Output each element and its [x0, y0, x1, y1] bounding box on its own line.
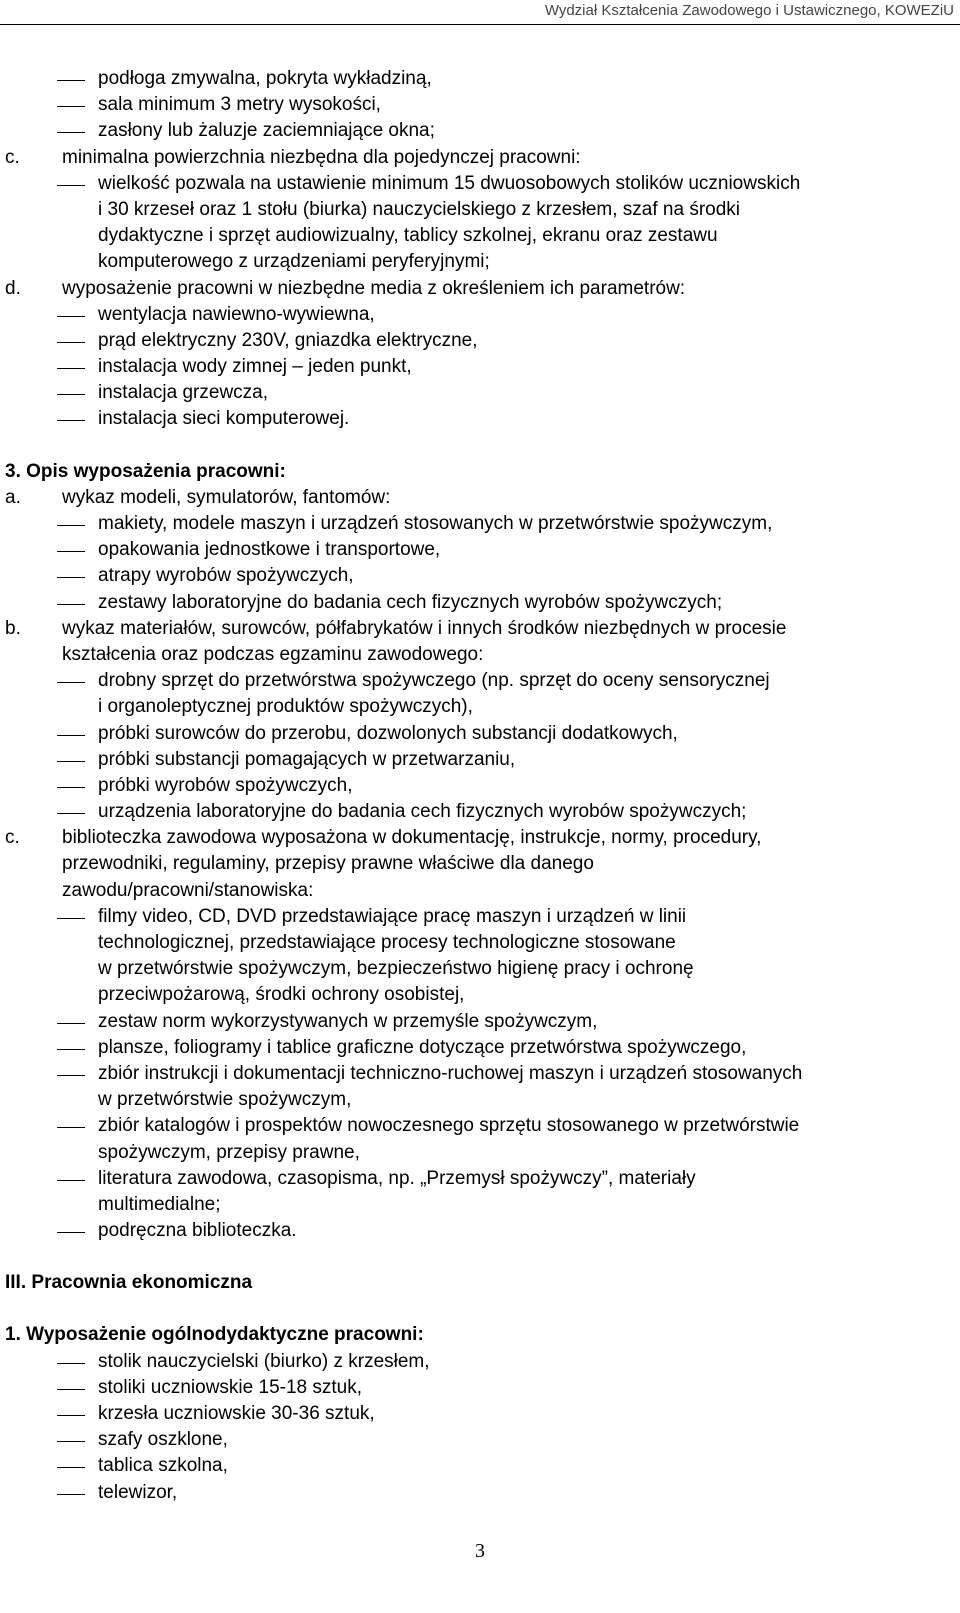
line-text: kształcenia oraz podczas egzaminu zawodowego: — [62, 643, 484, 665]
line-text: literatura zawodowa, czasopisma, np. „Przemysł spożywczy”, materiały — [98, 1167, 696, 1189]
bullet-item — [0, 590, 960, 616]
blank-line — [0, 1296, 960, 1322]
line-text: multimedialne; — [98, 1193, 221, 1215]
blank-line — [0, 1244, 960, 1270]
line-text: próbki surowców do przerobu, dozwolonych substancji dodatkowych, — [98, 722, 678, 744]
lettered-item — [0, 485, 960, 511]
continuation-line — [0, 197, 960, 223]
line-text: instalacja sieci komputerowej. — [98, 408, 350, 430]
line-text: podręczna biblioteczka. — [98, 1220, 297, 1242]
line-text: wykaz materiałów, surowców, półfabrykatów i innych środków niezbędnych w procesie — [62, 617, 787, 639]
bullet-item — [0, 1453, 960, 1479]
bullet-item — [0, 773, 960, 799]
continuation-line — [0, 930, 960, 956]
bullet-item — [0, 563, 960, 589]
lettered-item — [0, 825, 960, 851]
bullet-item — [0, 1035, 960, 1061]
bullet-item — [0, 354, 960, 380]
line-text: biblioteczka zawodowa wyposażona w dokumentację, instrukcje, normy, procedury, — [62, 827, 762, 849]
continuation-line — [0, 851, 960, 877]
lettered-item — [0, 616, 960, 642]
continuation-line — [0, 1140, 960, 1166]
line-text: przeciwpożarową, środki ochrony osobistej, — [98, 984, 465, 1006]
item-marker: a. — [5, 486, 21, 508]
continuation-line — [0, 1192, 960, 1218]
lettered-item — [0, 276, 960, 302]
line-text: szafy oszklone, — [98, 1429, 228, 1451]
line-text: podłoga zmywalna, pokryta wykładziną, — [98, 68, 432, 89]
line-text: próbki wyrobów spożywczych, — [98, 774, 353, 796]
bullet-item — [0, 721, 960, 747]
line-text: zestaw norm wykorzystywanych w przemyśle spożywczym, — [98, 1010, 598, 1032]
line-text: 1. Wyposażenie ogólnodydaktyczne pracowni: — [5, 1324, 424, 1346]
item-marker: c. — [5, 827, 20, 849]
line-text: wentylacja nawiewno-wywiewna, — [98, 303, 375, 325]
continuation-line — [0, 249, 960, 275]
item-marker: d. — [5, 277, 21, 299]
line-text: komputerowego z urządzeniami peryferyjnymi; — [98, 251, 490, 273]
line-text: wykaz modeli, symulatorów, fantomów: — [62, 486, 391, 508]
bullet-item — [0, 406, 960, 432]
bullet-item — [0, 92, 960, 118]
line-text: stolik nauczycielski (biurko) z krzesłem, — [98, 1350, 430, 1372]
item-marker: b. — [5, 617, 21, 639]
bullet-item — [0, 537, 960, 563]
bullet-item — [0, 1166, 960, 1192]
bullet-item — [0, 1009, 960, 1035]
line-text: instalacja grzewcza, — [98, 382, 269, 404]
bullet-item — [0, 380, 960, 406]
line-text: makiety, modele maszyn i urządzeń stosowanych w przetwórstwie spożywczym, — [98, 513, 773, 534]
bullet-item — [0, 904, 960, 930]
line-text: próbki substancji pomagających w przetwarzaniu, — [98, 748, 516, 770]
line-text: instalacja wody zimnej – jeden punkt, — [98, 356, 412, 378]
line-text: filmy video, CD, DVD przedstawiające pracę maszyn i urządzeń w linii — [98, 905, 687, 927]
bullet-item — [0, 1375, 960, 1401]
document-body — [0, 66, 960, 1506]
page-number: 3 — [475, 1540, 485, 1562]
line-text: krzesła uczniowskie 30-36 sztuk, — [98, 1403, 375, 1424]
blank-line — [0, 433, 960, 459]
bullet-item — [0, 799, 960, 825]
section-heading — [0, 459, 960, 485]
line-text: telewizor, — [98, 1481, 178, 1503]
continuation-line — [0, 694, 960, 720]
line-text: atrapy wyrobów spożywczych, — [98, 565, 354, 587]
line-text: tablica szkolna, — [98, 1455, 228, 1477]
line-text: spożywczym, przepisy prawne, — [98, 1141, 360, 1163]
line-text: zawodu/pracowni/stanowiska: — [62, 879, 314, 901]
line-text: i 30 krzeseł oraz 1 stołu (biurka) nauczycielskiego z krzesłem, szaf na środki — [98, 198, 741, 220]
continuation-line — [0, 982, 960, 1008]
bullet-item — [0, 1480, 960, 1506]
bullet-item — [0, 747, 960, 773]
section-heading — [0, 1270, 960, 1296]
bullet-item — [0, 171, 960, 197]
bullet-item — [0, 511, 960, 537]
header-title: Wydział Kształcenia Zawodowego i Ustawicznego, KOWEZiU — [544, 2, 954, 19]
line-text: plansze, foliogramy i tablice graficzne dotyczące przetwórstwa spożywczego, — [98, 1036, 747, 1058]
line-text: dydaktyczne i sprzęt audiowizualny, tablicy szkolnej, ekranu oraz zestawu — [98, 225, 718, 247]
bullet-item — [0, 66, 960, 92]
line-text: 3. Opis wyposażenia pracowni: — [5, 460, 286, 482]
line-text: w przetwórstwie spożywczym, — [98, 1089, 352, 1111]
line-text: urządzenia laboratoryjne do badania cech fizycznych wyrobów spożywczych; — [98, 801, 747, 823]
line-text: wielkość pozwala na ustawienie minimum 15 dwuosobowych stolików uczniowskich — [98, 172, 801, 194]
bullet-item — [0, 1061, 960, 1087]
bullet-item — [0, 668, 960, 694]
line-text: zestawy laboratoryjne do badania cech fizycznych wyrobów spożywczych; — [98, 591, 723, 613]
bullet-item — [0, 118, 960, 144]
continuation-line — [0, 878, 960, 904]
line-text: przewodniki, regulaminy, przepisy prawne właściwe dla danego — [62, 853, 594, 875]
line-text: opakowania jednostkowe i transportowe, — [98, 539, 441, 561]
line-text: stoliki uczniowskie 15-18 sztuk, — [98, 1376, 362, 1398]
bullet-item — [0, 328, 960, 354]
bullet-item — [0, 1218, 960, 1244]
line-text: III. Pracownia ekonomiczna — [5, 1272, 253, 1294]
line-text: i organoleptycznej produktów spożywczych), — [98, 696, 473, 718]
bullet-item — [0, 1427, 960, 1453]
line-text: w przetwórstwie spożywczym, bezpieczeństwo higienę pracy i ochronę — [98, 958, 694, 980]
line-text: wyposażenie pracowni w niezbędne media z określeniem ich parametrów: — [62, 277, 686, 299]
line-text: technologicznej, przedstawiające procesy technologiczne stosowane — [98, 932, 676, 953]
bullet-item — [0, 1401, 960, 1427]
continuation-line — [0, 642, 960, 668]
section-heading — [0, 1322, 960, 1348]
line-text: minimalna powierzchnia niezbędna dla pojedynczej pracowni: — [62, 146, 581, 168]
bullet-item — [0, 1349, 960, 1375]
continuation-line — [0, 223, 960, 249]
line-text: zasłony lub żaluzje zaciemniające okna; — [98, 120, 435, 142]
line-text: drobny sprzęt do przetwórstwa spożywczego (np. sprzęt do oceny sensorycznej — [98, 670, 770, 692]
lettered-item — [0, 145, 960, 171]
continuation-line — [0, 1087, 960, 1113]
line-text: prąd elektryczny 230V, gniazdka elektryczne, — [98, 329, 478, 351]
continuation-line — [0, 956, 960, 982]
bullet-item — [0, 1113, 960, 1139]
page-header — [0, 0, 960, 25]
line-text: zbiór katalogów i prospektów nowoczesnego sprzętu stosowanego w przetwórstwie — [98, 1115, 800, 1137]
line-text: sala minimum 3 metry wysokości, — [98, 94, 381, 116]
bullet-item — [0, 302, 960, 328]
line-text: zbiór instrukcji i dokumentacji techniczno-ruchowej maszyn i urządzeń stosowanych — [98, 1062, 803, 1084]
item-marker: c. — [5, 146, 20, 168]
